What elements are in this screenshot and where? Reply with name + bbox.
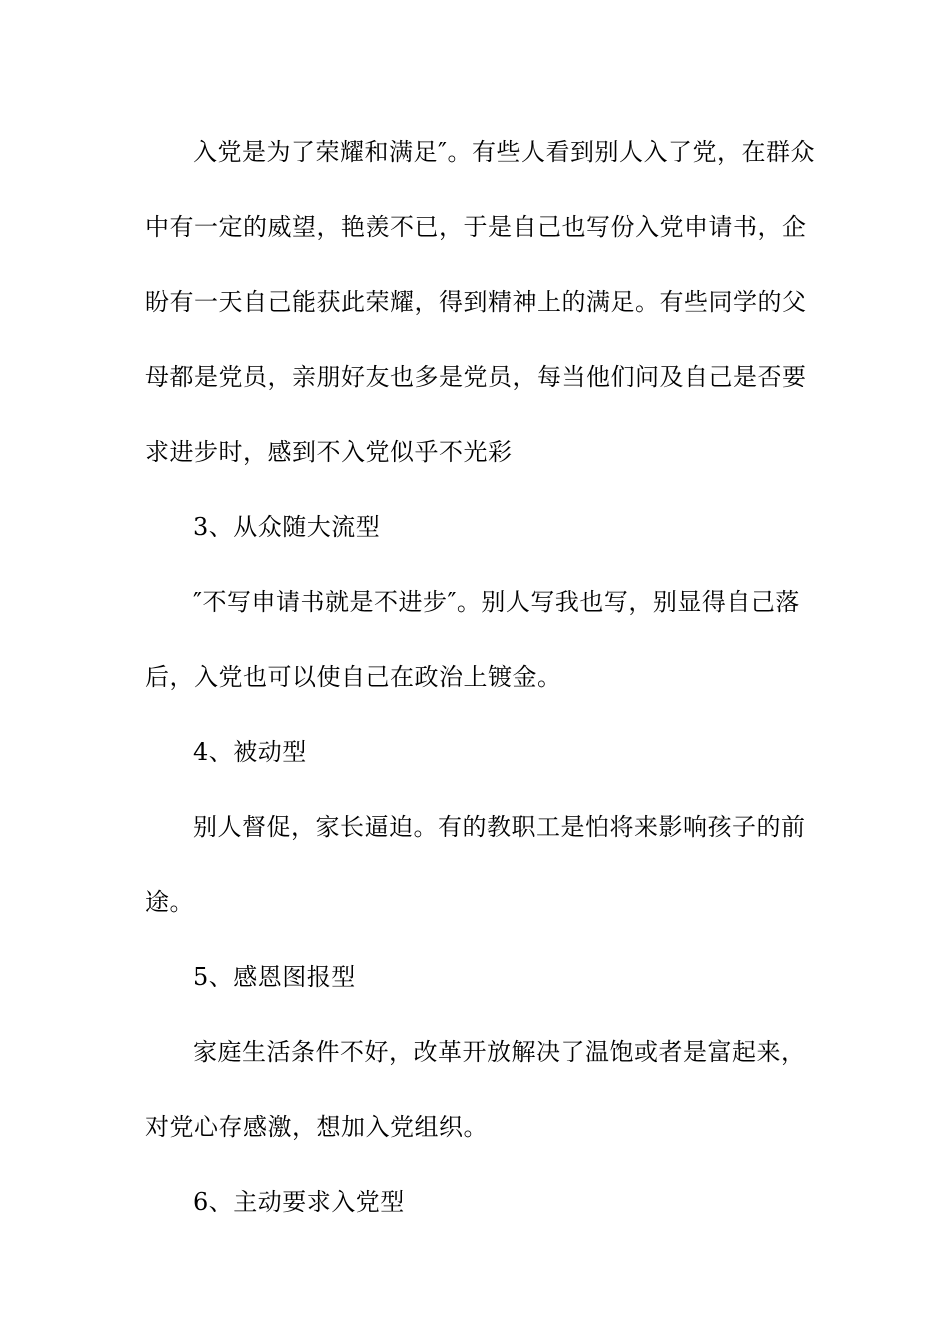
paragraph-line: 母都是党员，亲朋好友也多是党员，每当他们问及自己是否要: [145, 363, 807, 391]
paragraph-line: 途。: [145, 888, 194, 916]
paragraph-line: 别人督促，家长逼迫。有的教职工是怕将来影响孩子的前: [193, 813, 806, 841]
paragraph-line: ″不写申请书就是不进步″。别人写我也写，别显得自己落: [193, 588, 800, 616]
paragraph-line: 入党是为了荣耀和满足″。有些人看到别人入了党，在群众: [193, 138, 815, 166]
paragraph-line: 求进步时，感到不入党似乎不光彩: [145, 438, 513, 466]
paragraph-line: 对党心存感激，想加入党组织。: [145, 1113, 488, 1141]
paragraph-line: 中有一定的威望，艳羡不已，于是自己也写份入党申请书，企: [145, 213, 807, 241]
paragraph-line: 后，入党也可以使自己在政治上镀金。: [145, 663, 562, 691]
section-heading: 5、感恩图报型: [193, 963, 356, 991]
paragraph-line: 盼有一天自己能获此荣耀，得到精神上的满足。有些同学的父: [145, 288, 807, 316]
section-heading: 3、从众随大流型: [193, 513, 381, 541]
section-heading: 6、主动要求入党型: [193, 1188, 405, 1216]
section-heading: 4、被动型: [193, 738, 307, 766]
paragraph-line: 家庭生活条件不好，改革开放解决了温饱或者是富起来，: [193, 1038, 806, 1066]
